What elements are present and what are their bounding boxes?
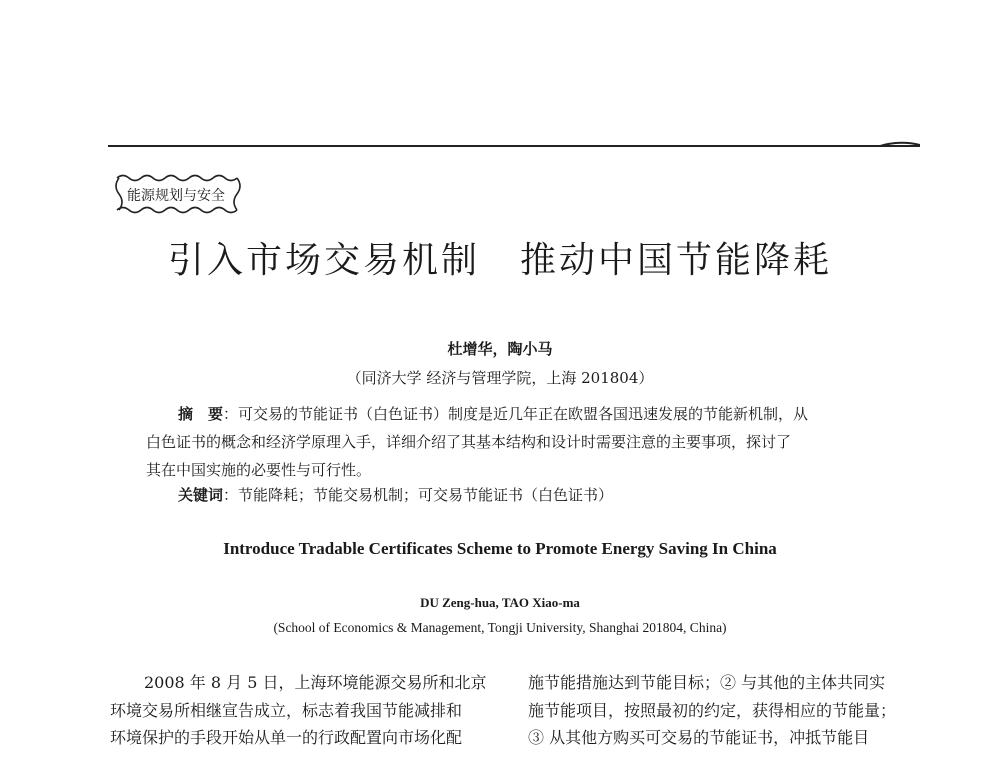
keywords-label: 关键词	[178, 486, 224, 504]
title-chinese-part1: 引入市场交易机制	[167, 240, 480, 281]
keywords	[178, 484, 613, 505]
body-line: 2008 年 8 月 5 日，上海环境能源交易所和北京	[144, 673, 487, 692]
authors-chinese: 杜增华，陶小马	[447, 340, 553, 358]
title-chinese-part2: 推动中国节能降耗	[520, 240, 833, 281]
body-line: 施节能项目，按照最初的约定，获得相应的节能量；	[528, 700, 897, 720]
abstract-text: ：可交易的节能证书（白色证书）制度是近几年正在欧盟各国迅速发展的节能新机制，从	[223, 405, 809, 423]
body-line: 环境交易所相继宣告成立，标志着我国节能减排和	[110, 700, 463, 720]
body-column-left	[110, 669, 500, 752]
body-line: 施节能措施达到节能目标；② 与其他的主体共同实	[528, 673, 886, 692]
body-line: 环境保护的手段开始从单一的行政配置向市场化配	[110, 728, 463, 747]
title-english: Introduce Tradable Certificates Scheme to Promote Energy Saving In China	[223, 539, 777, 558]
affiliation-chinese: （同济大学 经济与管理学院，上海 201804）	[346, 369, 654, 387]
abstract	[146, 400, 888, 484]
header-rule	[108, 145, 920, 147]
keywords-text: ：节能降耗；节能交易机制；可交易节能证书（白色证书）	[223, 486, 614, 504]
abstract-line: 白色证书的概念和经济学原理入手，详细介绍了其基本结构和设计时需要注意的主要事项，探讨了	[146, 433, 792, 451]
abstract-line	[146, 400, 888, 428]
body-column-right	[528, 669, 920, 752]
affiliation-english: (School of Economics & Management, Tongji University, Shanghai 201804, China)	[273, 620, 727, 635]
header-rule-tail	[880, 141, 920, 147]
abstract-label: 摘 要	[178, 405, 224, 423]
authors-english: DU Zeng-hua, TAO Xiao-ma	[420, 595, 580, 610]
body-line: ③ 从其他方购买可交易的节能证书，冲抵节能目	[528, 728, 870, 747]
section-tag-label: 能源规划与安全	[127, 188, 225, 204]
section-tag	[113, 170, 245, 216]
abstract-line: 其在中国实施的必要性与可行性。	[146, 461, 372, 479]
title-chinese	[0, 232, 1000, 283]
